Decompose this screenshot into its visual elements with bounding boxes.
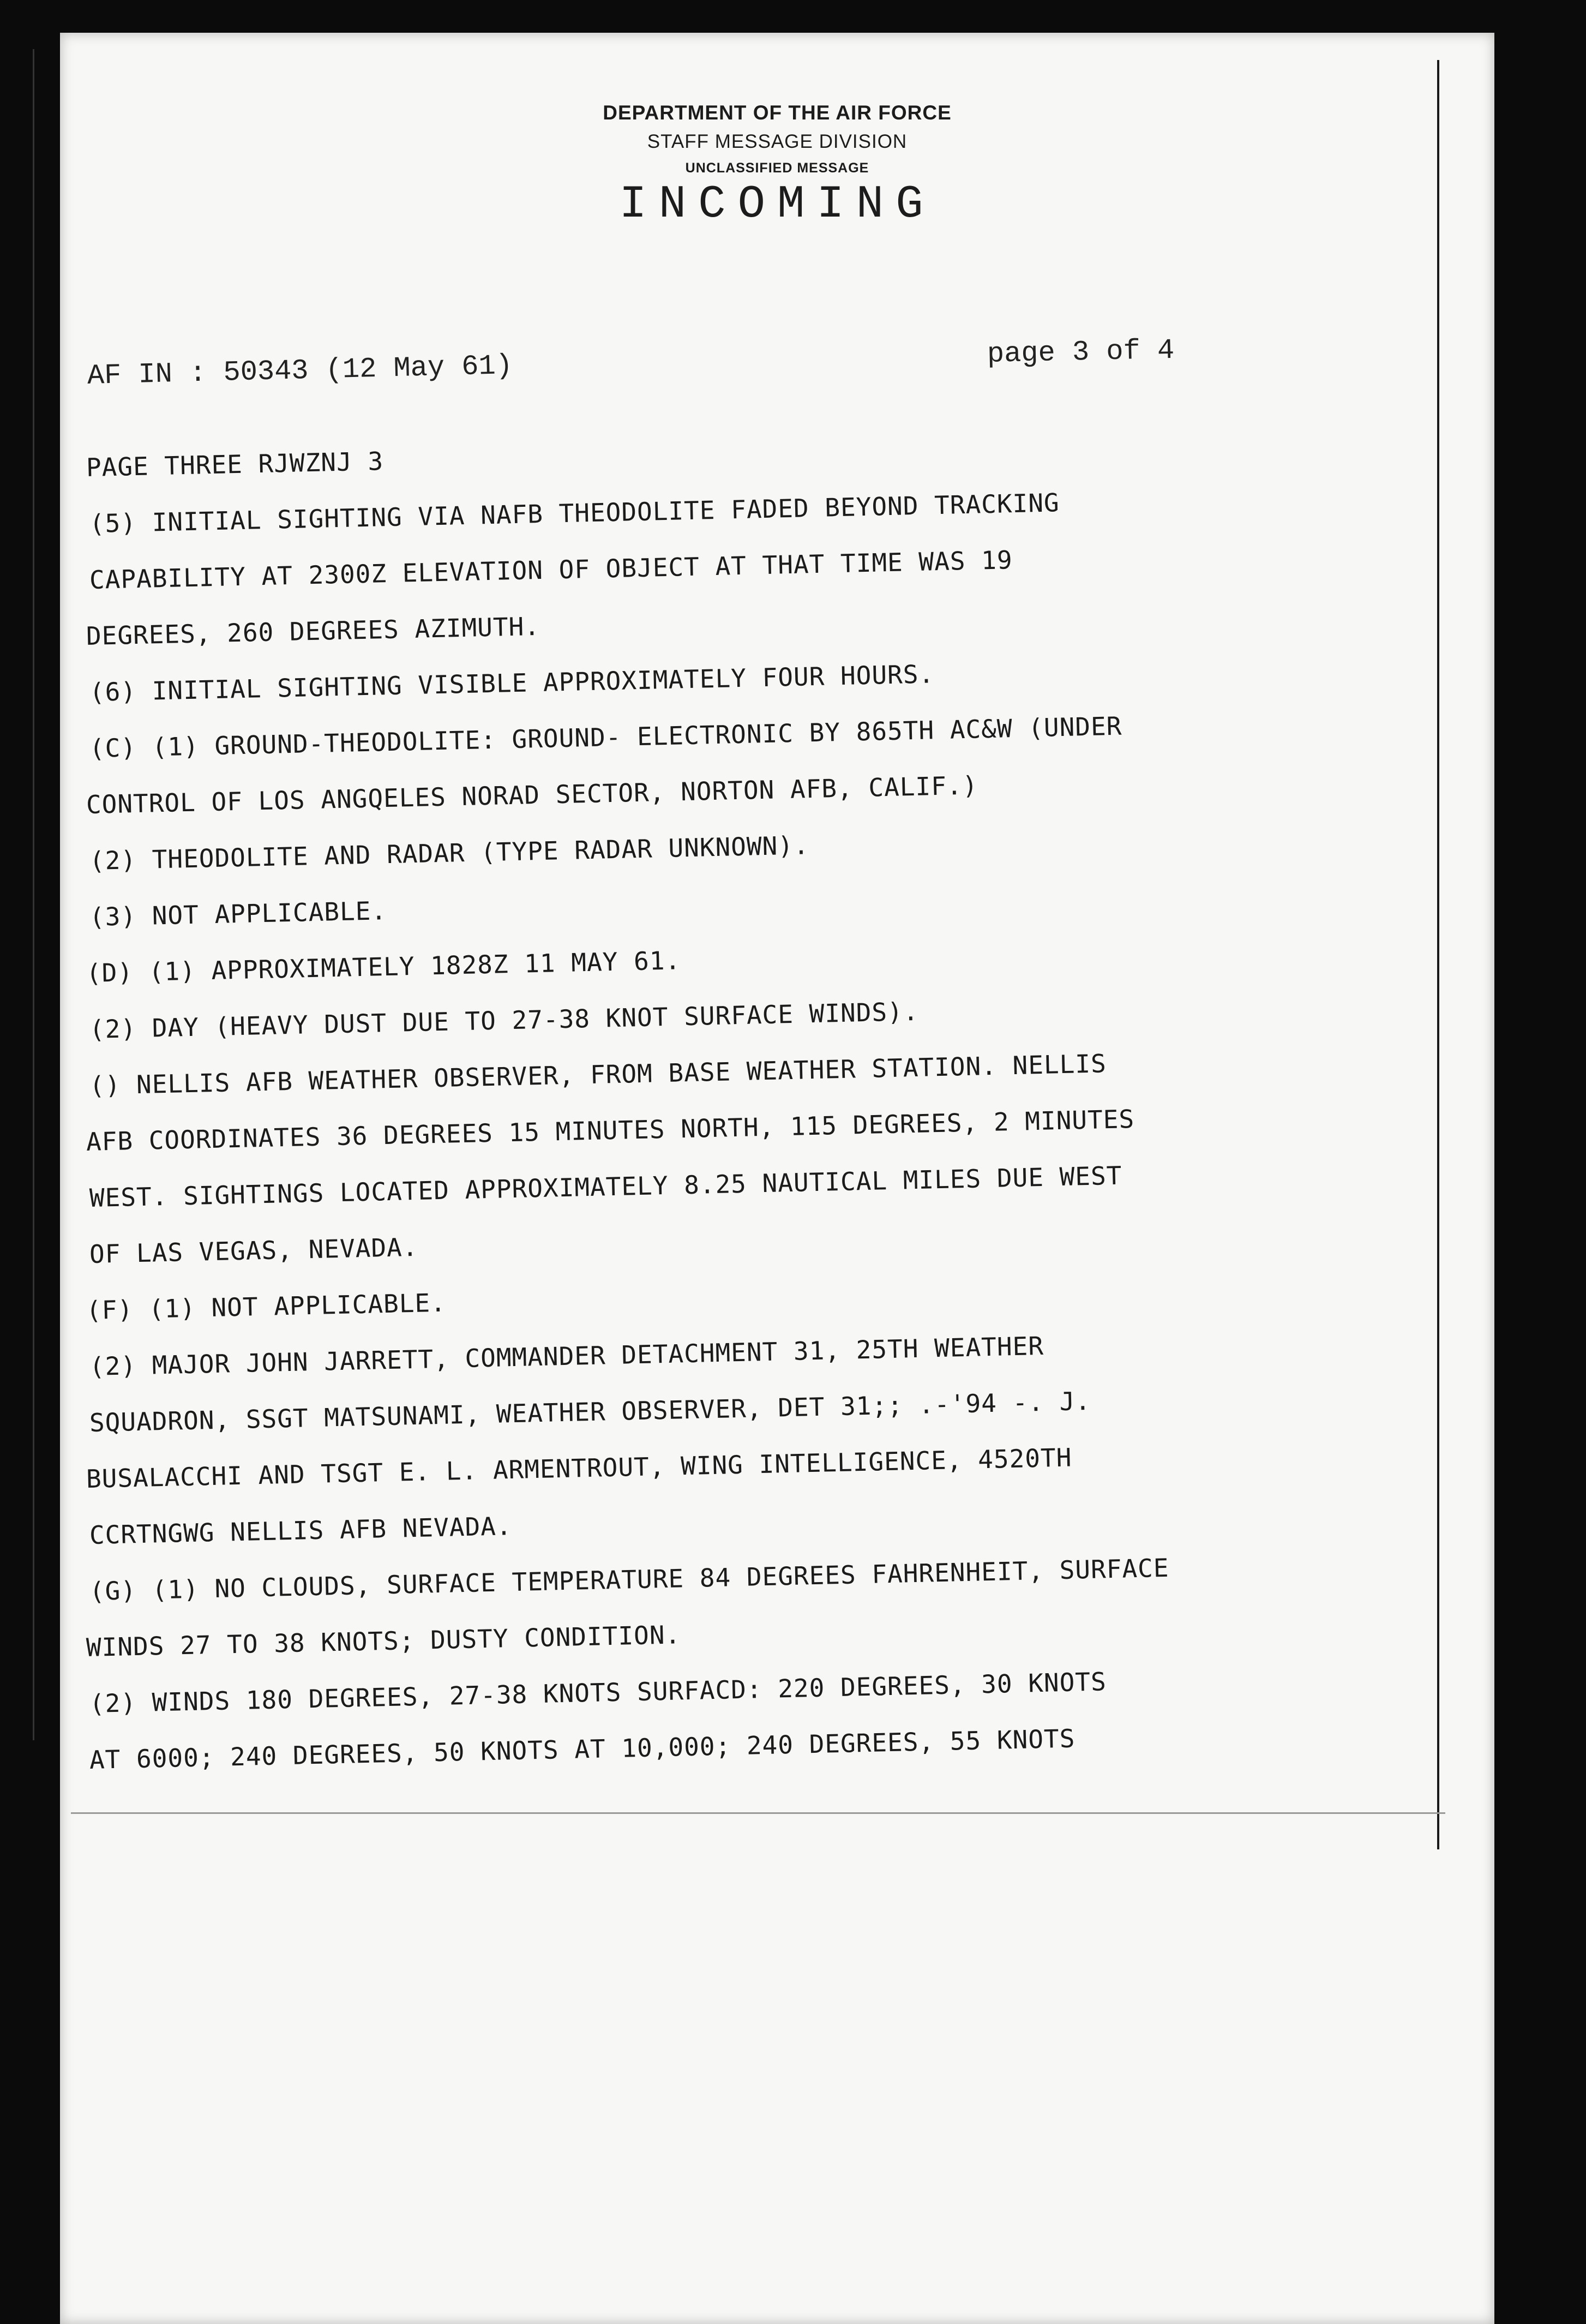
body-line: AFB COORDINATES 36 DEGREES 15 MINUTES NORTH, 115 DEGREES, 2 MINUTES — [86, 1104, 1135, 1157]
message-title: INCOMING — [619, 179, 935, 231]
body-line: (5) INITIAL SIGHTING VIA NAFB THEODOLITE FADED BEYOND TRACKING — [89, 488, 1060, 538]
body-line: (2) THEODOLITE AND RADAR (TYPE RADAR UNKNOWN). — [89, 830, 810, 876]
body-line: PAGE THREE RJWZNJ 3 — [86, 446, 384, 482]
page-edge-right — [1437, 60, 1439, 1849]
body-line: (2) MAJOR JOHN JARRETT, COMMANDER DETACHMENT 31, 25TH WEATHER — [89, 1331, 1044, 1381]
body-line: SQUADRON, SSGT MATSUNAMI, WEATHER OBSERVER, DET 31;; .-'94 -. J. — [89, 1386, 1091, 1437]
body-line: CONTROL OF LOS ANGQELES NORAD SECTOR, NORTON AFB, CALIF.) — [86, 770, 978, 819]
body-line: (2) WINDS 180 DEGREES, 27-38 KNOTS SURFACD: 220 DEGREES, 30 KNOTS — [89, 1667, 1107, 1718]
body-line: (G) (1) NO CLOUDS, SURFACE TEMPERATURE 84 DEGREES FAHRENHEIT, SURFACE — [89, 1553, 1170, 1606]
body-line: () NELLIS AFB WEATHER OBSERVER, FROM BASE WEATHER STATION. NELLIS — [89, 1049, 1107, 1100]
department-heading: DEPARTMENT OF THE AIR FORCE — [603, 101, 952, 124]
body-line: WEST. SIGHTINGS LOCATED APPROXIMATELY 8.25 NAUTICAL MILES DUE WEST — [89, 1160, 1122, 1213]
body-line: (F) (1) NOT APPLICABLE. — [86, 1287, 447, 1325]
body-line: AT 6000; 240 DEGREES, 50 KNOTS AT 10,000; 240 DEGREES, 55 KNOTS — [89, 1723, 1076, 1775]
division-heading: STAFF MESSAGE DIVISION — [647, 131, 908, 152]
body-line: (3) NOT APPLICABLE. — [89, 896, 387, 932]
message-page — [60, 33, 1494, 2324]
body-line: CAPABILITY AT 2300Z ELEVATION OF OBJECT AT THAT TIME WAS 19 — [89, 545, 1013, 595]
film-edge-left — [33, 49, 34, 1740]
body-line: (C) (1) GROUND-THEODOLITE: GROUND- ELECTRONIC BY 865TH AC&W (UNDER — [89, 711, 1122, 763]
classification-label: UNCLASSIFIED MESSAGE — [685, 160, 869, 176]
body-line: OF LAS VEGAS, NEVADA. — [89, 1232, 419, 1269]
body-line: BUSALACCHI AND TSGT E. L. ARMENTROUT, WING INTELLIGENCE, 4520TH — [86, 1442, 1072, 1494]
body-line: DEGREES, 260 DEGREES AZIMUTH. — [86, 611, 540, 651]
body-line: (D) (1) APPROXIMATELY 1828Z 11 MAY 61. — [86, 945, 681, 988]
body-line: CCRTNGWG NELLIS AFB NEVADA. — [89, 1511, 513, 1550]
body-line: WINDS 27 TO 38 KNOTS; DUSTY CONDITION. — [86, 1620, 681, 1662]
page-edge-bottom — [71, 1812, 1445, 1814]
body-line: (2) DAY (HEAVY DUST DUE TO 27-38 KNOT SURFACE WINDS). — [89, 996, 920, 1044]
message-reference: AF IN : 50343 (12 May 61) — [87, 349, 513, 392]
page-indicator: page 3 of 4 — [987, 334, 1175, 370]
body-line: (6) INITIAL SIGHTING VISIBLE APPROXIMATELY FOUR HOURS. — [89, 659, 935, 707]
